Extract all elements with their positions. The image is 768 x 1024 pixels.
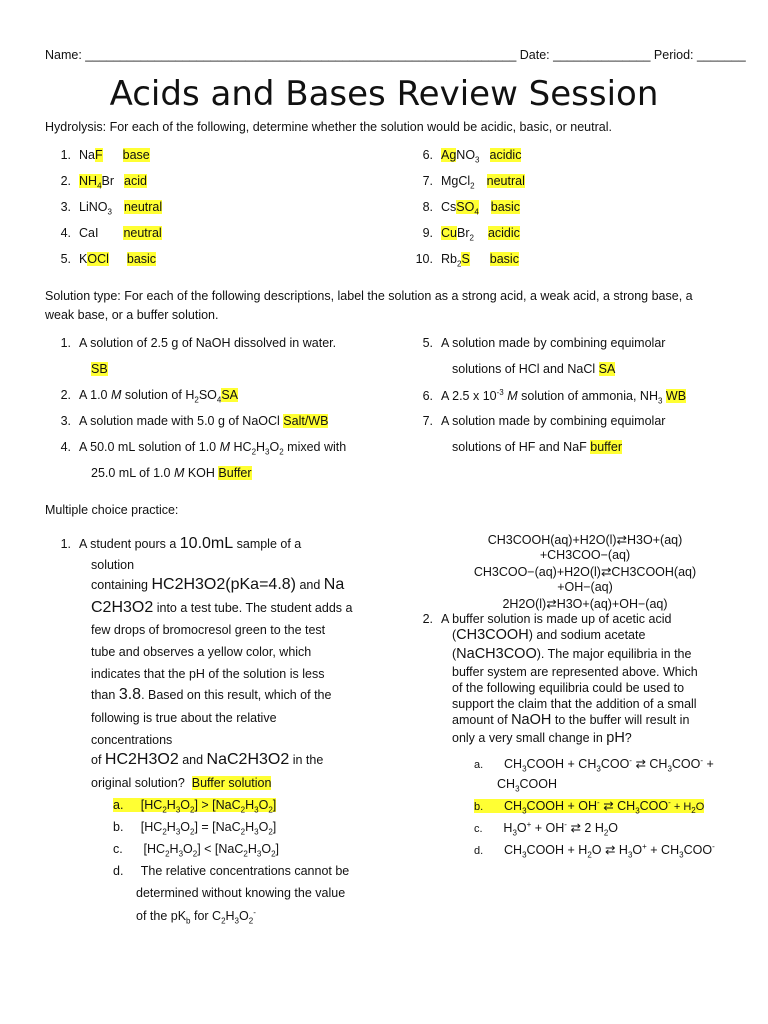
list-item: 8. CsSO$_4$ basic — [422, 200, 520, 217]
list-item-cont: 25.0 mL of 1.0 M KOH Buffer — [91, 466, 252, 480]
compound: CaI — [79, 226, 99, 240]
list-item: 10. $Rb_2S$ basic — [415, 252, 519, 269]
choice-b[interactable]: b. $CH_3COOH + OH^-$ ⇄ $CH_3COO^- + H_2O$ — [474, 798, 705, 816]
question-2-line: 2. A buffer solution is made up of acetic acid — [422, 612, 672, 626]
list-item: 5. KOCl basic — [60, 252, 157, 266]
list-item: 1. NaF base — [60, 148, 150, 162]
answer-note: Buffer solution — [191, 776, 272, 790]
choice-b[interactable]: b. $[HC_2H_3O_2] = [NaC_2H_3O_2]$ — [113, 820, 277, 837]
answer: basic — [490, 200, 520, 214]
list-item: 5. A solution made by combining equimolar — [422, 336, 666, 350]
list-item: 2. A 1.0 M solution of $H_2SO_4SA$ — [60, 388, 239, 405]
compound: KOCl — [79, 252, 109, 266]
choice-d[interactable]: d. The relative concentrations cannot be — [113, 864, 350, 878]
compound: AgNO$_3$ — [441, 148, 480, 165]
compound: $Rb_2S$ — [441, 252, 470, 269]
list-item: 9. CuBr$_2$ acidic — [422, 226, 520, 243]
list-item: 2. $NH_4Br$ acid — [60, 174, 147, 191]
compound: CuBr$_2$ — [441, 226, 474, 243]
list-item-cont: solutions of HCl and NaCl SA — [452, 362, 616, 376]
equation-line: +OH−(aq) — [557, 580, 613, 594]
answer: neutral — [123, 226, 162, 240]
hydrolysis-instructions: Hydrolysis: For each of the following, determine whether the solution would be acidic, basic, or neutral. — [45, 120, 612, 134]
answer: basic — [126, 252, 157, 266]
answer: SB — [91, 362, 108, 376]
compound: CsSO$_4$ — [441, 200, 479, 217]
compound: LiNO$_3$ — [79, 200, 112, 217]
compound: MgCl$_2$ — [441, 174, 475, 191]
answer: neutral — [123, 200, 163, 214]
list-item: 3. LiNO$_3$ neutral — [60, 200, 163, 217]
answer: base — [122, 148, 150, 162]
answer: acidic — [487, 226, 520, 240]
list-item: 6. AgNO$_3$ acidic — [422, 148, 522, 165]
compound: NaF — [79, 148, 103, 162]
answer: neutral — [486, 174, 525, 188]
solution-type-instructions-2: weak base, or a buffer solution. — [45, 308, 219, 322]
equation-line: CH3COOH(aq)+H2O(l)⇄H3O+(aq) — [487, 533, 683, 547]
equation-line: 2H2O(l)⇄H3O+(aq)+OH−(aq) — [502, 597, 668, 611]
equation-line: CH3COO−(aq)+H2O(l)⇄CH3COOH(aq) — [473, 565, 697, 579]
choice-d[interactable]: d. $CH_3COOH + H_2O$ ⇄ $H_3O^+ + CH_3COO^-$ — [474, 842, 715, 860]
compound: $NH_4$ — [79, 174, 102, 191]
list-item: 3. A solution made with 5.0 g of NaOCl Salt/WB — [60, 414, 329, 428]
list-item: 7. A solution made by combining equimolar — [422, 414, 666, 428]
list-item: 1. A solution of 2.5 g of NaOH dissolved in water. — [60, 336, 337, 350]
list-item: 7. MgCl$_2$ neutral — [422, 174, 525, 191]
answer: basic — [489, 252, 519, 266]
choice-a[interactable]: a. $[HC_2H_3O_2] > [NaC_2H_3O_2]$ — [113, 798, 277, 815]
choice-c[interactable]: c. $H_3O^+ + OH^-$ ⇄ 2 $H_2O$ — [474, 820, 619, 838]
mc-heading: Multiple choice practice: — [45, 503, 179, 517]
equation-line: +CH3COO−(aq) — [539, 548, 631, 562]
choice-c[interactable]: c. $[HC_2H_3O_2] < [NaC_2H_3O_2]$ — [113, 842, 280, 859]
answer: acid — [124, 174, 147, 188]
answer: acidic — [489, 148, 522, 162]
question-1-line: 1. A student pours a 10.0mL sample of a — [60, 535, 302, 552]
choice-a[interactable]: a. $CH_3COOH + CH_3COO^-$ ⇄ $CH_3COO^-$ + — [474, 756, 714, 774]
header-line: Name: ______________________________________________________________ Date: ______________ Period: _______ — [45, 48, 746, 62]
list-item: 4. CaI neutral — [60, 226, 162, 240]
page-title: Acids and Bases Review Session — [109, 74, 659, 114]
list-item: 4. A 50.0 mL solution of 1.0 M $HC_2H_3O_2$ mixed with — [60, 440, 347, 457]
solution-type-instructions: Solution type: For each of the following descriptions, label the solution as a strong acid, a weak acid, a strong base, a — [45, 289, 693, 303]
list-item-cont: solutions of HF and NaF buffer — [452, 440, 623, 454]
list-item: 6. A 2.5 x $10^{-3}$ M solution of ammonia, $NH_3$ WB — [422, 388, 687, 406]
